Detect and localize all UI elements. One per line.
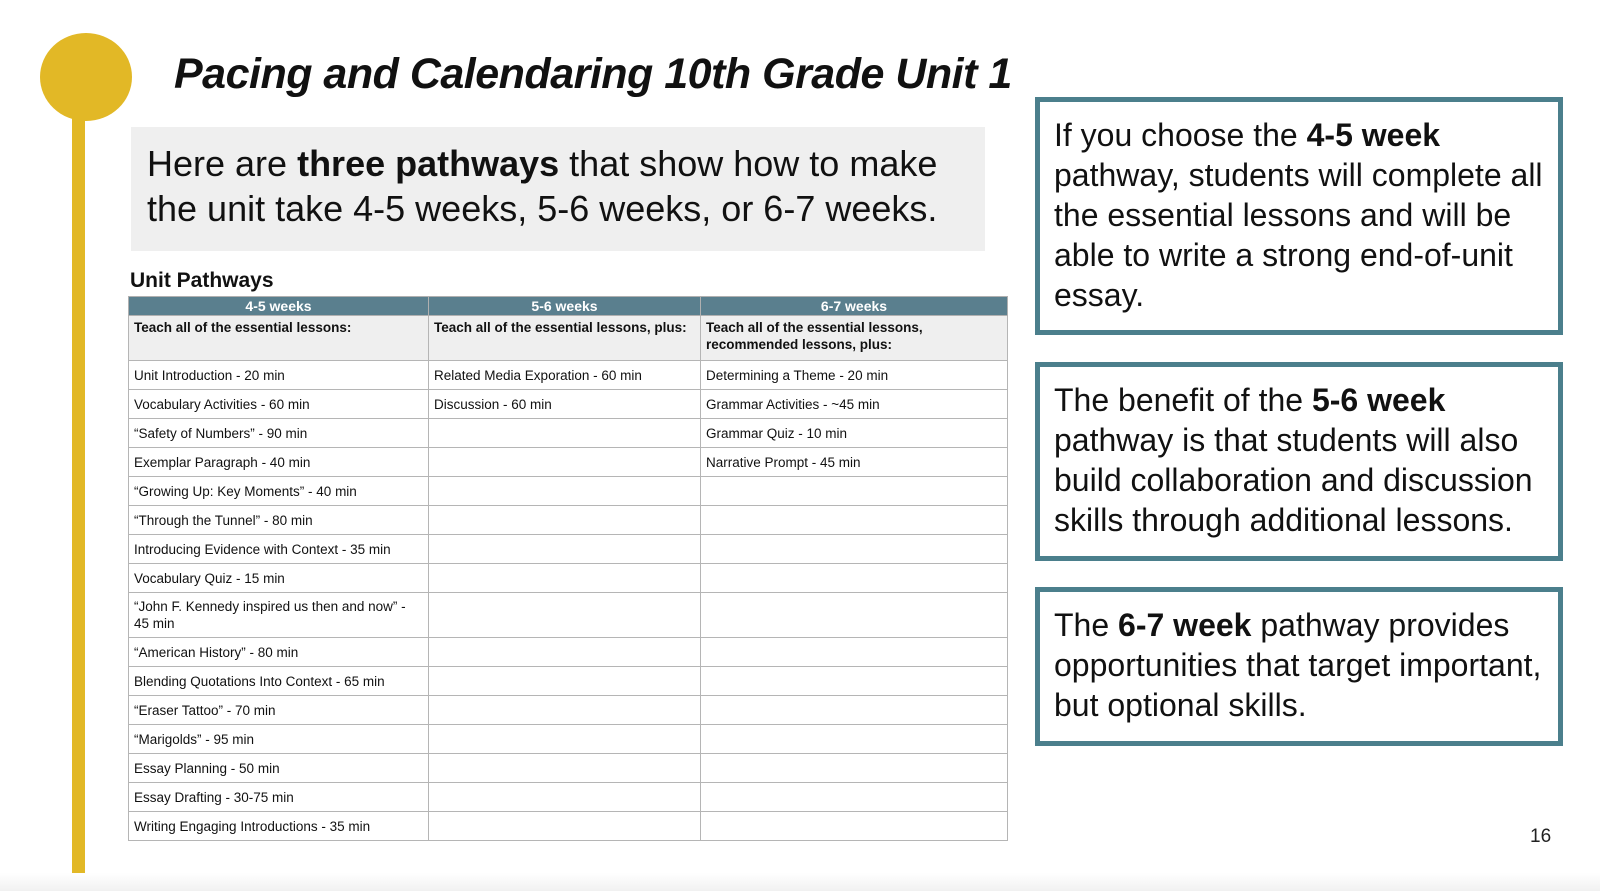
table-row: [129, 754, 1008, 783]
table-cell: [429, 506, 701, 535]
subheader-4-5-weeks: Teach all of the essential lessons:: [129, 316, 429, 361]
table-cell: [701, 696, 1008, 725]
callout-text-end: pathway provides opportunities that target important, but optional skills.: [1054, 607, 1542, 723]
table-heading: Unit Pathways: [130, 269, 274, 292]
table-cell: Blending Quotations Into Context - 65 min: [129, 667, 429, 696]
table-row: [129, 419, 1008, 448]
callout-text-bold: 5-6 week: [1311, 382, 1446, 418]
table-header-row: [129, 297, 1008, 316]
table-row: [129, 535, 1008, 564]
intro-text-start: Here are: [147, 143, 298, 184]
callout-text-start: The benefit of the: [1054, 382, 1312, 418]
callout-6-7-week: [1035, 587, 1563, 746]
table-cell: [429, 477, 701, 506]
table-cell: [701, 783, 1008, 812]
subheader-5-6-weeks: Teach all of the essential lessons, plus:: [429, 316, 701, 361]
table-cell: Grammar Activities - ~45 min: [701, 390, 1008, 419]
intro-text-end: that show how to make the unit take 4-5 weeks, 5-6 weeks, or 6-7 weeks.: [147, 143, 938, 229]
table-cell: [701, 725, 1008, 754]
unit-pathways-table: [128, 296, 1008, 841]
table-cell: Unit Introduction - 20 min: [129, 361, 429, 390]
table-subheader-row: [129, 316, 1008, 361]
callout-5-6-week: [1035, 362, 1563, 561]
table-row: [129, 696, 1008, 725]
table-cell: [429, 564, 701, 593]
table-cell: Narrative Prompt - 45 min: [701, 448, 1008, 477]
table-cell: “Eraser Tattoo” - 70 min: [129, 696, 429, 725]
table-cell: “Safety of Numbers” - 90 min: [129, 419, 429, 448]
table-cell: [701, 638, 1008, 667]
table-row: [129, 477, 1008, 506]
decorative-accent-dot: [40, 33, 132, 121]
table-cell: [701, 535, 1008, 564]
table-row: [129, 783, 1008, 812]
subheader-6-7-weeks: Teach all of the essential lessons, recommended lessons, plus:: [701, 316, 1008, 361]
table-cell: Related Media Exporation - 60 min: [429, 361, 701, 390]
header-6-7-weeks: 6-7 weeks: [701, 297, 1008, 316]
table-cell: [701, 477, 1008, 506]
header-4-5-weeks: 4-5 weeks: [129, 297, 429, 316]
table-cell: [701, 564, 1008, 593]
table-cell: [429, 725, 701, 754]
page-number: 16: [1530, 826, 1552, 847]
table-cell: [429, 419, 701, 448]
table-cell: “Growing Up: Key Moments” - 40 min: [129, 477, 429, 506]
table-cell: Grammar Quiz - 10 min: [701, 419, 1008, 448]
table-row: [129, 812, 1008, 841]
table-cell: “Marigolds” - 95 min: [129, 725, 429, 754]
bottom-shade: [0, 873, 1600, 891]
table-cell: Discussion - 60 min: [429, 390, 701, 419]
intro-box: [131, 127, 985, 251]
callout-text-end: pathway, students will complete all the essential lessons and will be able to write a strong end-of-unit essay.: [1054, 157, 1543, 313]
callout-text-bold: 6-7 week: [1118, 607, 1252, 643]
callout-4-5-week: [1035, 97, 1563, 335]
callout-text-end: pathway is that students will also build collaboration and discussion skills through additional lessons.: [1054, 422, 1533, 538]
table-cell: [701, 667, 1008, 696]
decorative-accent-line: [72, 80, 85, 891]
table-cell: [429, 667, 701, 696]
header-5-6-weeks: 5-6 weeks: [429, 297, 701, 316]
callout-text-start: The: [1054, 607, 1119, 643]
table-row: [129, 448, 1008, 477]
intro-text-bold: three pathways: [297, 143, 560, 184]
table-row: [129, 564, 1008, 593]
table-cell: “American History” - 80 min: [129, 638, 429, 667]
table-cell: “John F. Kennedy inspired us then and now” - 45 min: [129, 593, 429, 638]
table-cell: [701, 754, 1008, 783]
table-cell: [429, 593, 701, 638]
table-row: [129, 725, 1008, 754]
table-cell: [429, 754, 701, 783]
table-cell: [429, 448, 701, 477]
table-cell: Vocabulary Activities - 60 min: [129, 390, 429, 419]
table-cell: Essay Planning - 50 min: [129, 754, 429, 783]
table-cell: [429, 638, 701, 667]
table-cell: [701, 506, 1008, 535]
table-cell: [701, 593, 1008, 638]
table-cell: Introducing Evidence with Context - 35 min: [129, 535, 429, 564]
slide-title: Pacing and Calendaring 10th Grade Unit 1: [174, 50, 1012, 98]
table-cell: Essay Drafting - 30-75 min: [129, 783, 429, 812]
table-cell: Writing Engaging Introductions - 35 min: [129, 812, 429, 841]
table-cell: [429, 783, 701, 812]
callout-text-bold: 4-5 week: [1306, 117, 1441, 153]
table-row: [129, 638, 1008, 667]
table-row: [129, 593, 1008, 638]
table-row: [129, 390, 1008, 419]
table-cell: [701, 812, 1008, 841]
table-cell: [429, 812, 701, 841]
table-cell: Exemplar Paragraph - 40 min: [129, 448, 429, 477]
table-row: [129, 667, 1008, 696]
table-cell: “Through the Tunnel” - 80 min: [129, 506, 429, 535]
table-row: [129, 361, 1008, 390]
table-cell: Vocabulary Quiz - 15 min: [129, 564, 429, 593]
table-cell: [429, 535, 701, 564]
callout-text-start: If you choose the: [1054, 117, 1307, 153]
table-row: [129, 506, 1008, 535]
table-cell: Determining a Theme - 20 min: [701, 361, 1008, 390]
table-cell: [429, 696, 701, 725]
